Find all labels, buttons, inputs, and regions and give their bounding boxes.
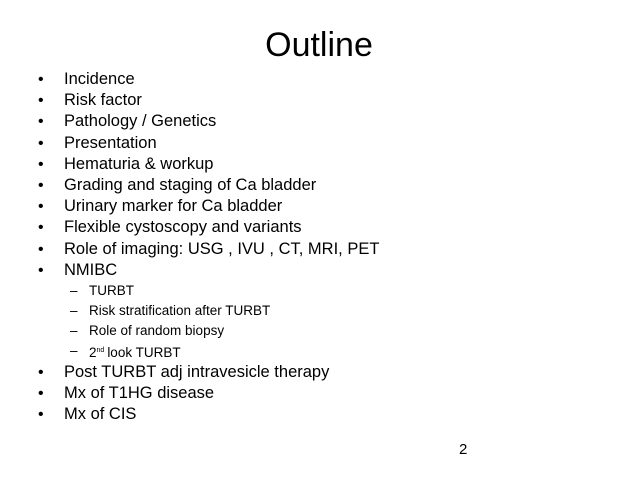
bullet-icon: • bbox=[38, 71, 44, 88]
dash-icon: – bbox=[70, 323, 78, 339]
bullet-icon: • bbox=[38, 384, 44, 402]
sub-item-text: Role of random biopsy bbox=[89, 323, 225, 339]
slide-title: Outline bbox=[265, 26, 373, 64]
dash-icon: – bbox=[70, 282, 78, 298]
bullet-icon: • bbox=[38, 176, 44, 194]
bullet-text: Hematuria & workup bbox=[64, 154, 214, 173]
sub-item-ordinal: 2 bbox=[89, 345, 97, 361]
sub-item-text: TURBT bbox=[89, 282, 134, 298]
bullet-text: Mx of T1HG disease bbox=[64, 383, 215, 402]
list-item bbox=[38, 362, 379, 383]
bullet-list bbox=[38, 69, 379, 425]
bullet-text: Mx of CIS bbox=[64, 405, 137, 423]
list-item bbox=[38, 383, 379, 404]
bullet-text: Incidence bbox=[64, 70, 135, 88]
sub-list-container bbox=[38, 281, 379, 362]
bullet-text: Post TURBT adj intravesicle therapy bbox=[64, 362, 330, 381]
bullet-icon: • bbox=[38, 219, 44, 237]
list-item bbox=[38, 175, 379, 196]
bullet-text: Role of imaging: USG , IVU , CT, MRI, PET bbox=[64, 239, 380, 258]
bullet-text: Pathology / Genetics bbox=[64, 112, 217, 131]
sub-list-item bbox=[38, 301, 379, 321]
sub-item-text: look TURBT bbox=[107, 345, 181, 361]
sub-list bbox=[38, 281, 379, 362]
bullet-icon: • bbox=[38, 406, 44, 423]
sub-item-text: Risk stratification after TURBT bbox=[89, 303, 271, 319]
sub-list-item bbox=[38, 321, 379, 341]
bullet-icon: • bbox=[38, 261, 44, 279]
list-item bbox=[38, 217, 379, 238]
bullet-text: NMIBC bbox=[64, 260, 118, 279]
list-item bbox=[38, 196, 379, 217]
bullet-icon: • bbox=[38, 155, 44, 173]
list-item bbox=[38, 133, 379, 154]
bullet-text: Grading and staging of Ca bladder bbox=[64, 175, 317, 194]
list-item bbox=[38, 154, 379, 175]
bullet-icon: • bbox=[38, 198, 44, 216]
bullet-text: Urinary marker for Ca bladder bbox=[64, 197, 283, 216]
bullet-icon: • bbox=[38, 134, 44, 152]
dash-icon: – bbox=[70, 303, 78, 319]
bullet-text: Flexible cystoscopy and variants bbox=[64, 218, 302, 237]
sub-list-item bbox=[38, 281, 379, 301]
list-item bbox=[38, 260, 379, 281]
list-item bbox=[38, 404, 379, 425]
bullet-icon: • bbox=[38, 92, 44, 110]
bullet-text: Presentation bbox=[64, 133, 157, 152]
ordinal-superscript: nd bbox=[96, 347, 105, 355]
list-item bbox=[38, 69, 379, 90]
sub-list-item bbox=[38, 341, 379, 361]
list-item bbox=[38, 239, 379, 260]
bullet-icon: • bbox=[38, 363, 44, 381]
bullet-text: Risk factor bbox=[64, 91, 142, 110]
bullet-icon: • bbox=[38, 113, 44, 131]
bullet-icon: • bbox=[38, 240, 44, 258]
list-item bbox=[38, 111, 379, 132]
page-number: 2 bbox=[459, 441, 468, 458]
list-item bbox=[38, 90, 379, 111]
dash-icon: – bbox=[70, 343, 78, 359]
